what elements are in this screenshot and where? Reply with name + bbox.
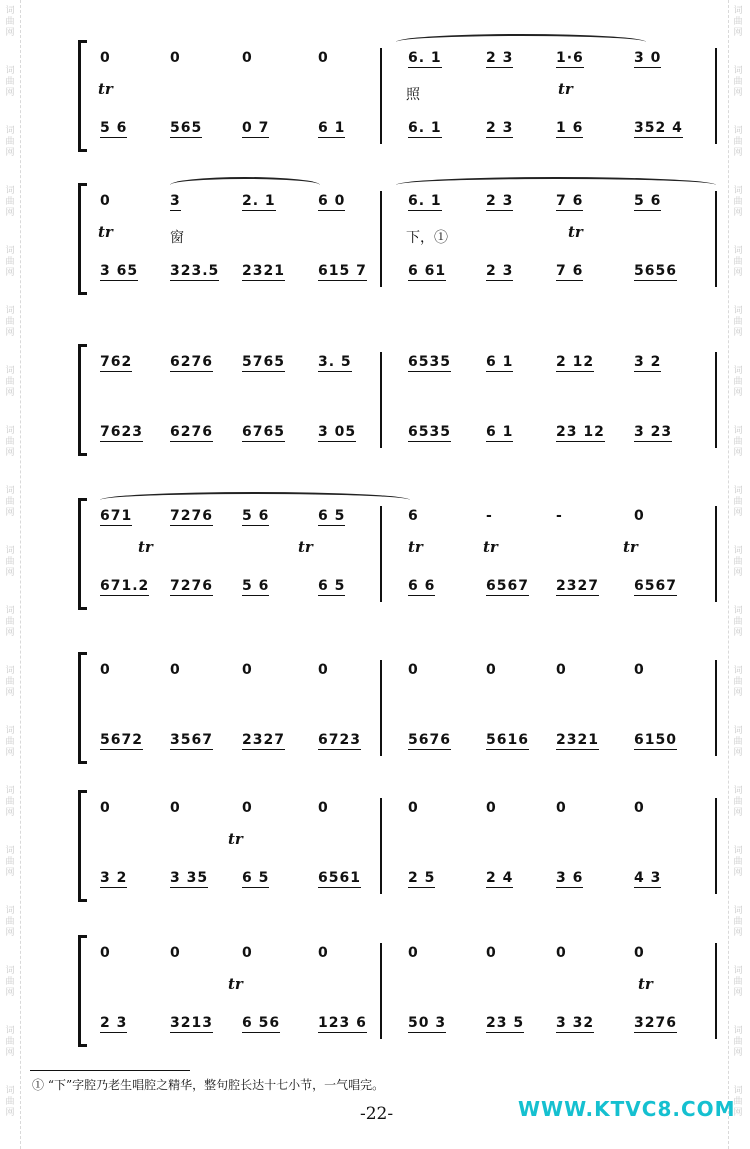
notation-beat: 762 (100, 354, 133, 370)
margin-watermark: 词 曲 网 (5, 366, 15, 398)
site-watermark: WWW.KTVC8.COM (518, 1097, 736, 1121)
notation-beat: 1·6 (556, 50, 584, 66)
notation-beat: 0 (100, 945, 111, 961)
notation-beat: 6567 (486, 578, 529, 594)
notation-beat: 0 (634, 800, 645, 816)
margin-watermark: 词 曲 网 (5, 846, 15, 878)
notation-beat: 123 6 (318, 1015, 367, 1031)
page-number: -22- (360, 1104, 394, 1124)
accompaniment-line (78, 263, 720, 289)
notation-beat: 0 (634, 945, 645, 961)
notation-beat: - (556, 508, 563, 524)
notation-beat: 5765 (242, 354, 285, 370)
notation-beat: 0 (556, 800, 567, 816)
lyric: 照 (406, 87, 420, 103)
notation-beat: 0 (318, 50, 329, 66)
notation-beat: 23 5 (486, 1015, 525, 1031)
notation-beat: 3 35 (170, 870, 209, 886)
notation-beat: 0 (634, 508, 645, 524)
margin-watermark: 词 曲 网 (5, 966, 15, 998)
notation-beat: 671.2 (100, 578, 150, 594)
notation-beat: 5616 (486, 732, 529, 748)
notation-beat: 0 (408, 945, 419, 961)
notation-beat: 7 6 (556, 263, 584, 279)
notation-beat: 0 (100, 50, 111, 66)
notation-beat: 2 5 (408, 870, 436, 886)
notation-beat: 5676 (408, 732, 451, 748)
notation-beat: 0 (170, 945, 181, 961)
trill-mark: tr (138, 538, 153, 556)
notation-beat: 3276 (634, 1015, 677, 1031)
notation-beat: 0 (486, 945, 497, 961)
notation-beat: 0 (100, 662, 111, 678)
notation-beat: 0 (170, 50, 181, 66)
notation-beat: 2327 (242, 732, 285, 748)
notation-beat: 3 32 (556, 1015, 595, 1031)
margin-watermark: 词 曲 网 (733, 6, 743, 38)
margin-watermark: 词 曲 网 (733, 486, 743, 518)
notation-beat: 3 0 (634, 50, 662, 66)
vocal-line (78, 945, 720, 971)
notation-beat: 7276 (170, 578, 213, 594)
margin-watermark: 词 曲 网 (733, 1026, 743, 1058)
notation-beat: 0 7 (242, 120, 270, 136)
score-system (78, 790, 720, 902)
notation-beat: 6765 (242, 424, 285, 440)
notation-beat: 5 6 (242, 578, 270, 594)
notation-beat: 0 (242, 945, 253, 961)
margin-watermark: 词 曲 网 (733, 966, 743, 998)
notation-beat: 0 (100, 193, 111, 209)
trill-mark: tr (228, 975, 243, 993)
notation-beat: 23 12 (556, 424, 605, 440)
notation-beat: 3. 5 (318, 354, 352, 370)
phrase-slur (396, 34, 646, 50)
notation-beat: 7623 (100, 424, 143, 440)
accompaniment-line (78, 578, 720, 604)
notation-beat: 0 (486, 662, 497, 678)
notation-beat: 6276 (170, 424, 213, 440)
notation-beat: 3 65 (100, 263, 139, 279)
margin-watermark: 词 曲 网 (733, 726, 743, 758)
trill-mark: tr (483, 538, 498, 556)
margin-watermark: 词 曲 网 (5, 786, 15, 818)
phrase-slur (396, 177, 716, 193)
notation-beat: 2 3 (100, 1015, 128, 1031)
notation-beat: 3 (170, 193, 181, 209)
notation-beat: 2327 (556, 578, 599, 594)
notation-beat: 0 (318, 662, 329, 678)
margin-watermark: 词 曲 网 (5, 126, 15, 158)
trill-mark: tr (98, 80, 113, 98)
margin-watermark: 词 曲 网 (733, 426, 743, 458)
phrase-slur (170, 177, 320, 193)
notation-beat: 565 (170, 120, 203, 136)
notation-beat: 615 7 (318, 263, 367, 279)
notation-beat: 6 0 (318, 193, 346, 209)
trill-mark: tr (623, 538, 638, 556)
accompaniment-line (78, 732, 720, 758)
notation-beat: 6 5 (242, 870, 270, 886)
notation-beat: 2 3 (486, 50, 514, 66)
score-system (78, 183, 720, 295)
notation-beat: 0 (170, 662, 181, 678)
notation-beat: 3567 (170, 732, 213, 748)
lyric: 下，① (406, 230, 448, 246)
score-system (78, 652, 720, 764)
notation-beat: 6723 (318, 732, 361, 748)
notation-beat: 5 6 (242, 508, 270, 524)
notation-beat: 3 2 (634, 354, 662, 370)
notation-beat: 6 1 (318, 120, 346, 136)
notation-beat: 5 6 (100, 120, 128, 136)
notation-beat: 6561 (318, 870, 361, 886)
notation-beat: 0 (242, 50, 253, 66)
notation-beat: 6 6 (408, 578, 436, 594)
margin-watermark: 词 曲 网 (733, 606, 743, 638)
margin-watermark: 词 曲 网 (733, 306, 743, 338)
margin-watermark: 词 曲 网 (5, 906, 15, 938)
notation-beat: 6 1 (486, 354, 514, 370)
vocal-line (78, 800, 720, 826)
accompaniment-line (78, 1015, 720, 1041)
notation-beat: 0 (556, 662, 567, 678)
accompaniment-line (78, 424, 720, 450)
notation-beat: 6. 1 (408, 120, 442, 136)
score-system (78, 40, 720, 152)
notation-beat: 6 5 (318, 508, 346, 524)
notation-beat: 6276 (170, 354, 213, 370)
notation-beat: 6 61 (408, 263, 447, 279)
notation-beat: 6. 1 (408, 50, 442, 66)
vocal-line (78, 508, 720, 534)
footnote-rule (30, 1070, 190, 1071)
notation-beat: 0 (408, 800, 419, 816)
trill-mark: tr (568, 223, 583, 241)
notation-beat: 6 (408, 508, 419, 524)
notation-beat: 0 (242, 800, 253, 816)
margin-watermark: 词 曲 网 (5, 666, 15, 698)
notation-beat: 2321 (556, 732, 599, 748)
notation-beat: 2 3 (486, 193, 514, 209)
vocal-line (78, 354, 720, 380)
margin-watermark: 词 曲 网 (5, 606, 15, 638)
margin-watermark: 词 曲 网 (5, 426, 15, 458)
margin-watermark: 词 曲 网 (5, 246, 15, 278)
margin-watermark: 词 曲 网 (5, 66, 15, 98)
margin-watermark: 词 曲 网 (733, 366, 743, 398)
notation-beat: 4 3 (634, 870, 662, 886)
margin-watermark: 词 曲 网 (5, 306, 15, 338)
notation-beat: 5 6 (634, 193, 662, 209)
margin-watermark: 词 曲 网 (5, 6, 15, 38)
notation-beat: 0 (170, 800, 181, 816)
vocal-line (78, 50, 720, 76)
margin-watermark: 词 曲 网 (733, 906, 743, 938)
notation-beat: 6535 (408, 424, 451, 440)
notation-beat: 6 56 (242, 1015, 281, 1031)
notation-beat: 50 3 (408, 1015, 447, 1031)
margin-watermark: 词 曲 网 (5, 186, 15, 218)
margin-watermark: 词 曲 网 (5, 546, 15, 578)
notation-beat: 671 (100, 508, 133, 524)
notation-beat: 3 2 (100, 870, 128, 886)
notation-beat: 6 5 (318, 578, 346, 594)
margin-watermark: 词 曲 网 (733, 246, 743, 278)
margin-watermark: 词 曲 网 (733, 666, 743, 698)
notation-beat: 0 (634, 662, 645, 678)
notation-beat: - (486, 508, 493, 524)
score-system (78, 344, 720, 456)
notation-beat: 6567 (634, 578, 677, 594)
notation-beat: 0 (486, 800, 497, 816)
notation-beat: 6 1 (486, 424, 514, 440)
notation-beat: 323.5 (170, 263, 220, 279)
margin-watermark: 词 曲 网 (5, 486, 15, 518)
margin-watermark: 词 曲 网 (733, 786, 743, 818)
notation-beat: 2 3 (486, 120, 514, 136)
vocal-line (78, 193, 720, 219)
footnote: ① “下”字腔乃老生唱腔之精华，整句腔长达十七小节，一气唱完。 (32, 1078, 385, 1092)
notation-beat: 3 05 (318, 424, 357, 440)
notation-beat: 7 6 (556, 193, 584, 209)
notation-beat: 0 (318, 945, 329, 961)
notation-beat: 0 (242, 662, 253, 678)
margin-watermark: 词 曲 网 (5, 1026, 15, 1058)
notation-beat: 6535 (408, 354, 451, 370)
margin-watermark: 词 曲 网 (733, 66, 743, 98)
notation-beat: 0 (318, 800, 329, 816)
vocal-line (78, 662, 720, 688)
notation-beat: 5672 (100, 732, 143, 748)
notation-beat: 2321 (242, 263, 285, 279)
notation-beat: 0 (556, 945, 567, 961)
notation-beat: 5656 (634, 263, 677, 279)
margin-watermark: 词 曲 网 (733, 186, 743, 218)
notation-beat: 2 4 (486, 870, 514, 886)
margin-watermark: 词 曲 网 (733, 126, 743, 158)
notation-beat: 0 (408, 662, 419, 678)
notation-beat: 3 6 (556, 870, 584, 886)
margin-watermark: 词 曲 网 (5, 1086, 15, 1118)
margin-watermark: 词 曲 网 (733, 1086, 743, 1118)
notation-beat: 6150 (634, 732, 677, 748)
notation-beat: 2 12 (556, 354, 595, 370)
trill-mark: tr (638, 975, 653, 993)
notation-beat: 1 6 (556, 120, 584, 136)
margin-watermark: 词 曲 网 (733, 546, 743, 578)
trill-mark: tr (298, 538, 313, 556)
accompaniment-line (78, 120, 720, 146)
notation-beat: 3213 (170, 1015, 213, 1031)
notation-beat: 2. 1 (242, 193, 276, 209)
margin-watermark: 词 曲 网 (5, 726, 15, 758)
trill-mark: tr (98, 223, 113, 241)
score-system (78, 498, 720, 610)
notation-beat: 352 4 (634, 120, 683, 136)
notation-beat: 7276 (170, 508, 213, 524)
notation-beat: 3 23 (634, 424, 673, 440)
notation-beat: 2 3 (486, 263, 514, 279)
phrase-slur (100, 492, 410, 508)
margin-watermark: 词 曲 网 (733, 846, 743, 878)
lyric: 窗 (170, 230, 184, 246)
trill-mark: tr (228, 830, 243, 848)
notation-beat: 6. 1 (408, 193, 442, 209)
trill-mark: tr (408, 538, 423, 556)
trill-mark: tr (558, 80, 573, 98)
accompaniment-line (78, 870, 720, 896)
score-system (78, 935, 720, 1047)
notation-beat: 0 (100, 800, 111, 816)
